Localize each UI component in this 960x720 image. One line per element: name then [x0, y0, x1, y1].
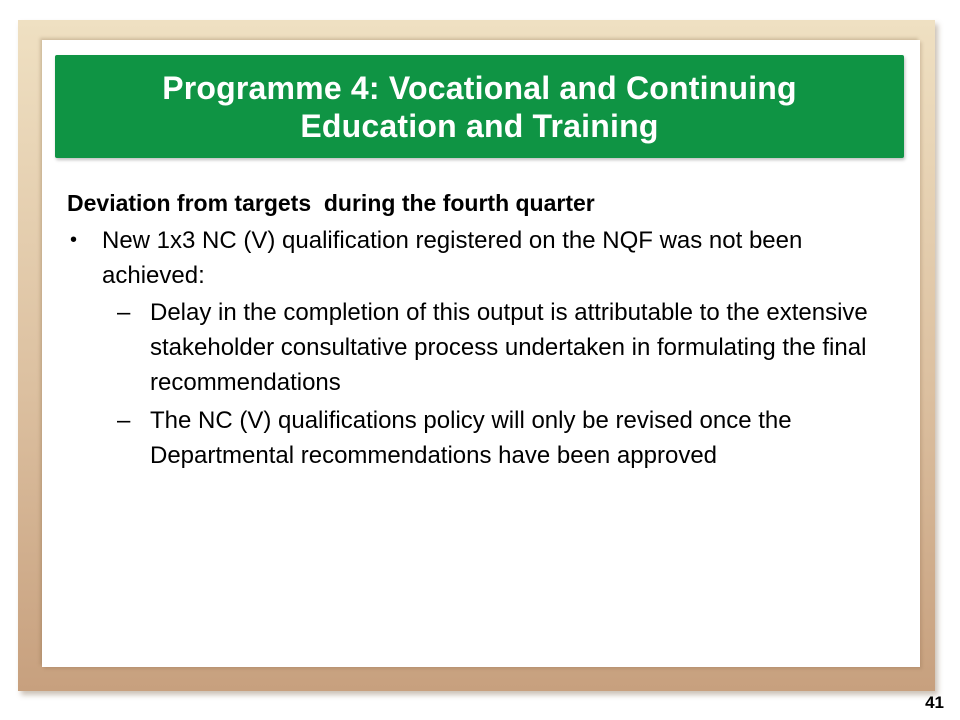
sub-bullet-item: [67, 403, 887, 473]
bullet-item: [67, 223, 887, 293]
page-number: 41: [925, 693, 944, 712]
dash-icon: –: [117, 407, 131, 434]
dash-icon: –: [117, 299, 131, 326]
bullet-icon: •: [70, 229, 78, 251]
sub-bullet-text: The NC (V) qualifications policy will only be revised once the Departmental recommendations have been approved: [150, 407, 792, 469]
sub-bullet-list: [67, 295, 887, 473]
slide-title-line-1: Programme 4: Vocational and Continuing: [162, 69, 797, 106]
section-heading: Deviation from targets during the fourth quarter: [67, 190, 595, 216]
slide-content: [67, 186, 887, 476]
bullet-text: New 1x3 NC (V) qualification registered on the NQF was not been achieved:: [102, 227, 803, 289]
sub-bullet-item: [67, 295, 887, 400]
slide-title-line-2: Education and Training: [300, 107, 659, 144]
title-banner: [55, 55, 904, 158]
sub-bullet-text: Delay in the completion of this output is attributable to the extensive stakeholder consultative process undertaken in formulating the final recommendations: [150, 299, 868, 396]
